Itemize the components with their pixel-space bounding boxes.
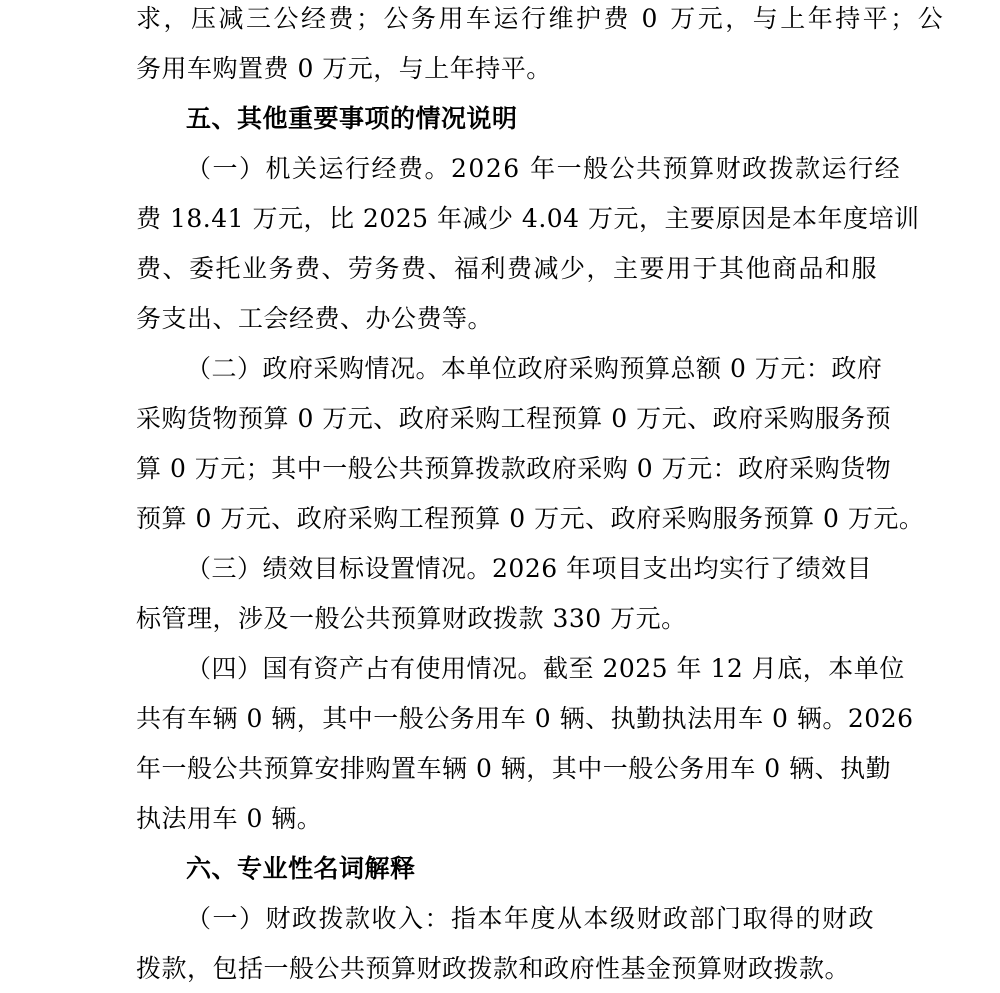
paragraph-line: （二）政府采购情况。本单位政府采购预算总额 0 万元：政府: [186, 354, 883, 383]
item-lead-fiscal-appropriation: （一）财政拨款收入：: [186, 904, 452, 933]
item-lead-operating-expenses: （一）机关运行经费。: [186, 154, 452, 183]
item-lead-performance-targets: （三）绩效目标设置情况。: [186, 554, 493, 583]
paragraph-line: （四）国有资产占有使用情况。截至 2025 年 12 月底，本单位: [186, 654, 905, 683]
paragraph-line: 采购货物预算 0 万元、政府采购工程预算 0 万元、政府采购服务预: [136, 404, 892, 433]
paragraph-line: （三）绩效目标设置情况。2026 年项目支出均实行了绩效目: [186, 554, 873, 583]
paragraph-line: 费、委托业务费、劳务费、福利费减少，主要用于其他商品和服: [136, 254, 879, 283]
paragraph-line: 标管理，涉及一般公共预算财政拨款 330 万元。: [136, 604, 687, 633]
section-heading-other-matters: 五、其他重要事项的情况说明: [186, 104, 518, 133]
paragraph-line: 务用车购置费 0 万元，与上年持平。: [136, 54, 552, 83]
paragraph-line: 预算 0 万元、政府采购工程预算 0 万元、政府采购服务预算 0 万元。: [136, 504, 925, 533]
paragraph-line: 执法用车 0 辆。: [136, 804, 323, 833]
paragraph-line: 年一般公共预算安排购置车辆 0 辆，其中一般公务用车 0 辆、执勤: [136, 754, 892, 783]
section-heading-terminology: 六、专业性名词解释: [186, 854, 416, 883]
paragraph-line: （一）财政拨款收入：指本年度从本级财政部门取得的财政: [186, 904, 876, 933]
paragraph-line: 拨款，包括一般公共预算财政拨款和政府性基金预算财政拨款。: [136, 954, 851, 983]
paragraph-line: 费 18.41 万元，比 2025 年减少 4.04 万元，主要原因是本年度培训: [136, 204, 920, 233]
paragraph-line: 算 0 万元；其中一般公共预算拨款政府采购 0 万元：政府采购货物: [136, 454, 892, 483]
paragraph-line: （一）机关运行经费。2026 年一般公共预算财政拨款运行经: [186, 154, 902, 183]
paragraph-line: 务支出、工会经费、办公费等。: [136, 304, 494, 333]
paragraph-line: 共有车辆 0 辆，其中一般公务用车 0 辆、执勤执法用车 0 辆。2026: [136, 704, 914, 733]
item-lead-state-assets: （四）国有资产占有使用情况。: [186, 654, 544, 683]
paragraph-line: 求，压减三公经费；公务用车运行维护费 0 万元，与上年持平；公: [136, 4, 946, 33]
item-lead-government-procurement: （二）政府采购情况。: [186, 354, 442, 383]
